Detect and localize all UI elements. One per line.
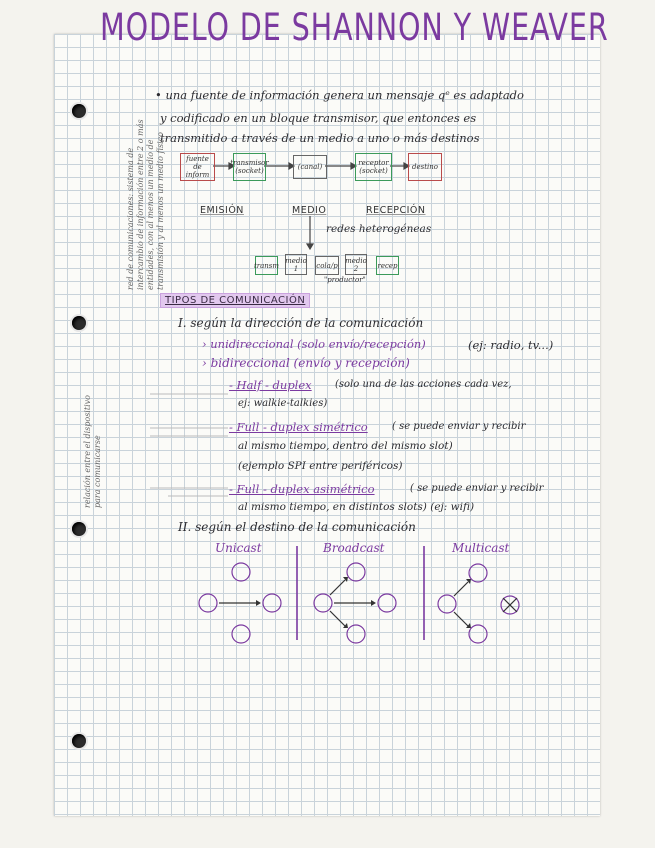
intro-line-2: y codificado en un bloque transmisor, que entonces es xyxy=(160,111,477,125)
uni-example: (ej: radio, tv...) xyxy=(468,338,554,352)
unicast-label: Unicast xyxy=(215,541,262,555)
networks-note: redes heterogéneas xyxy=(326,223,432,235)
page-title: MODELO DE SHANNON Y WEAVER xyxy=(100,6,609,49)
full-sym: - Full - duplex simétrico xyxy=(229,420,368,434)
bi-line: › bidireccional (envío y recepción) xyxy=(202,356,410,370)
diag2-box: transm xyxy=(255,256,278,275)
diag2-box: medio 1 xyxy=(285,254,307,275)
intro-line-1: • una fuente de información genera un mensaje qᵉ es adaptado xyxy=(155,88,524,102)
source-box: fuente de inform xyxy=(180,153,215,181)
full-asym-line2: al mismo tiempo, en distintos slots) (ej: wifi) xyxy=(238,501,475,513)
side-note-2: relación entre el dispositivo para comunicarse xyxy=(83,395,102,508)
channel-box: (canal) xyxy=(293,155,327,179)
diag2-box: cola/p xyxy=(315,256,339,275)
receiver-box: receptor (socket) xyxy=(355,153,392,181)
label-reception: RECEPCIÓN xyxy=(366,205,426,216)
diag2-box: recep xyxy=(376,256,399,275)
item2-label: II. según el destino de la comunicación xyxy=(178,520,416,534)
intro-line-3: transmitido a través de un medio a uno o más destinos xyxy=(160,131,480,145)
full-sym-example: (ejemplo SPI entre periféricos) xyxy=(238,460,403,472)
label-emission: EMISIÓN xyxy=(200,205,244,216)
full-asym: - Full - duplex asimétrico xyxy=(229,482,375,496)
broadcast-label: Broadcast xyxy=(323,541,385,555)
item1-label: I. según la dirección de la comunicación xyxy=(178,316,424,330)
half-example: ej: walkie-talkies) xyxy=(238,398,328,409)
transmitter-box: transmisor (socket) xyxy=(233,153,266,181)
side-note: red de comunicaciones: sistema de intercambio de información entre 2 o más entidades, con al menos un medio de transmisión y al menos un medio físico xyxy=(126,119,165,290)
destination-box: destino xyxy=(408,153,442,181)
half-desc: (solo una de las acciones cada vez, xyxy=(335,379,512,390)
diag2-note: "productor" xyxy=(324,276,366,284)
label-medium: MEDIO xyxy=(292,205,327,216)
types-heading: TIPOS DE COMUNICACIÓN xyxy=(160,293,310,308)
half-duplex: - Half - duplex xyxy=(229,378,312,392)
diag2-box: medio 2 xyxy=(345,254,367,275)
full-sym-desc: ( se puede enviar y recibir xyxy=(392,421,526,432)
uni-line: › unidireccional (solo envío/recepción) xyxy=(202,337,426,351)
multicast-label: Multicast xyxy=(452,541,510,555)
full-asym-desc: ( se puede enviar y recibir xyxy=(410,483,544,494)
full-sym-line2: al mismo tiempo, dentro del mismo slot) xyxy=(238,440,453,452)
